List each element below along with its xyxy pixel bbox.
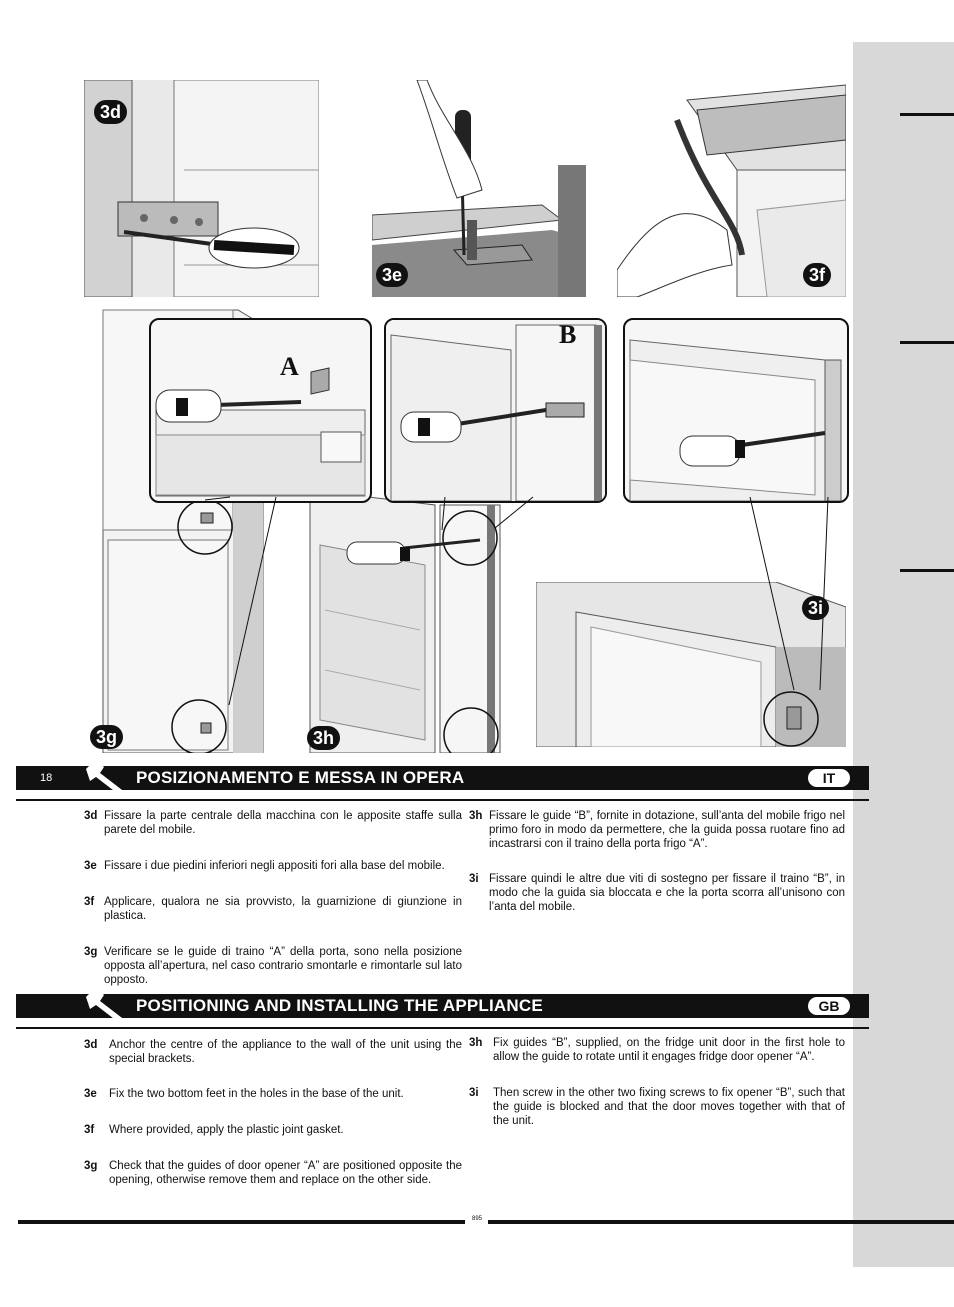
section-header-it: [16, 766, 869, 790]
page-number: 18: [40, 772, 53, 784]
figure-label-3i: 3i: [802, 596, 829, 620]
document-code: 895: [471, 1216, 482, 1222]
section-rule: [16, 799, 869, 801]
section-rule: [16, 1027, 869, 1029]
wrench-icon: [82, 983, 130, 1025]
figure-label-3f: 3f: [803, 263, 831, 287]
section-title-gb: POSITIONING AND INSTALLING THE APPLIANCE: [136, 996, 543, 1015]
callout-letter-a: A: [280, 352, 299, 381]
callout-letter-b: B: [559, 320, 577, 349]
figure-label-3h: 3h: [307, 726, 340, 750]
figure-label-3e: 3e: [376, 263, 408, 287]
language-badge-it: IT: [808, 769, 850, 787]
footer-rule: [488, 1220, 954, 1224]
figure-label-3d: 3d: [94, 100, 127, 124]
wrench-icon: [82, 755, 130, 797]
section-title-it: POSIZIONAMENTO E MESSA IN OPERA: [136, 768, 465, 787]
section-header-gb: [16, 994, 869, 1018]
language-badge-gb: GB: [808, 997, 850, 1015]
figure-label-3g: 3g: [90, 725, 123, 749]
footer-rule: [18, 1220, 465, 1224]
